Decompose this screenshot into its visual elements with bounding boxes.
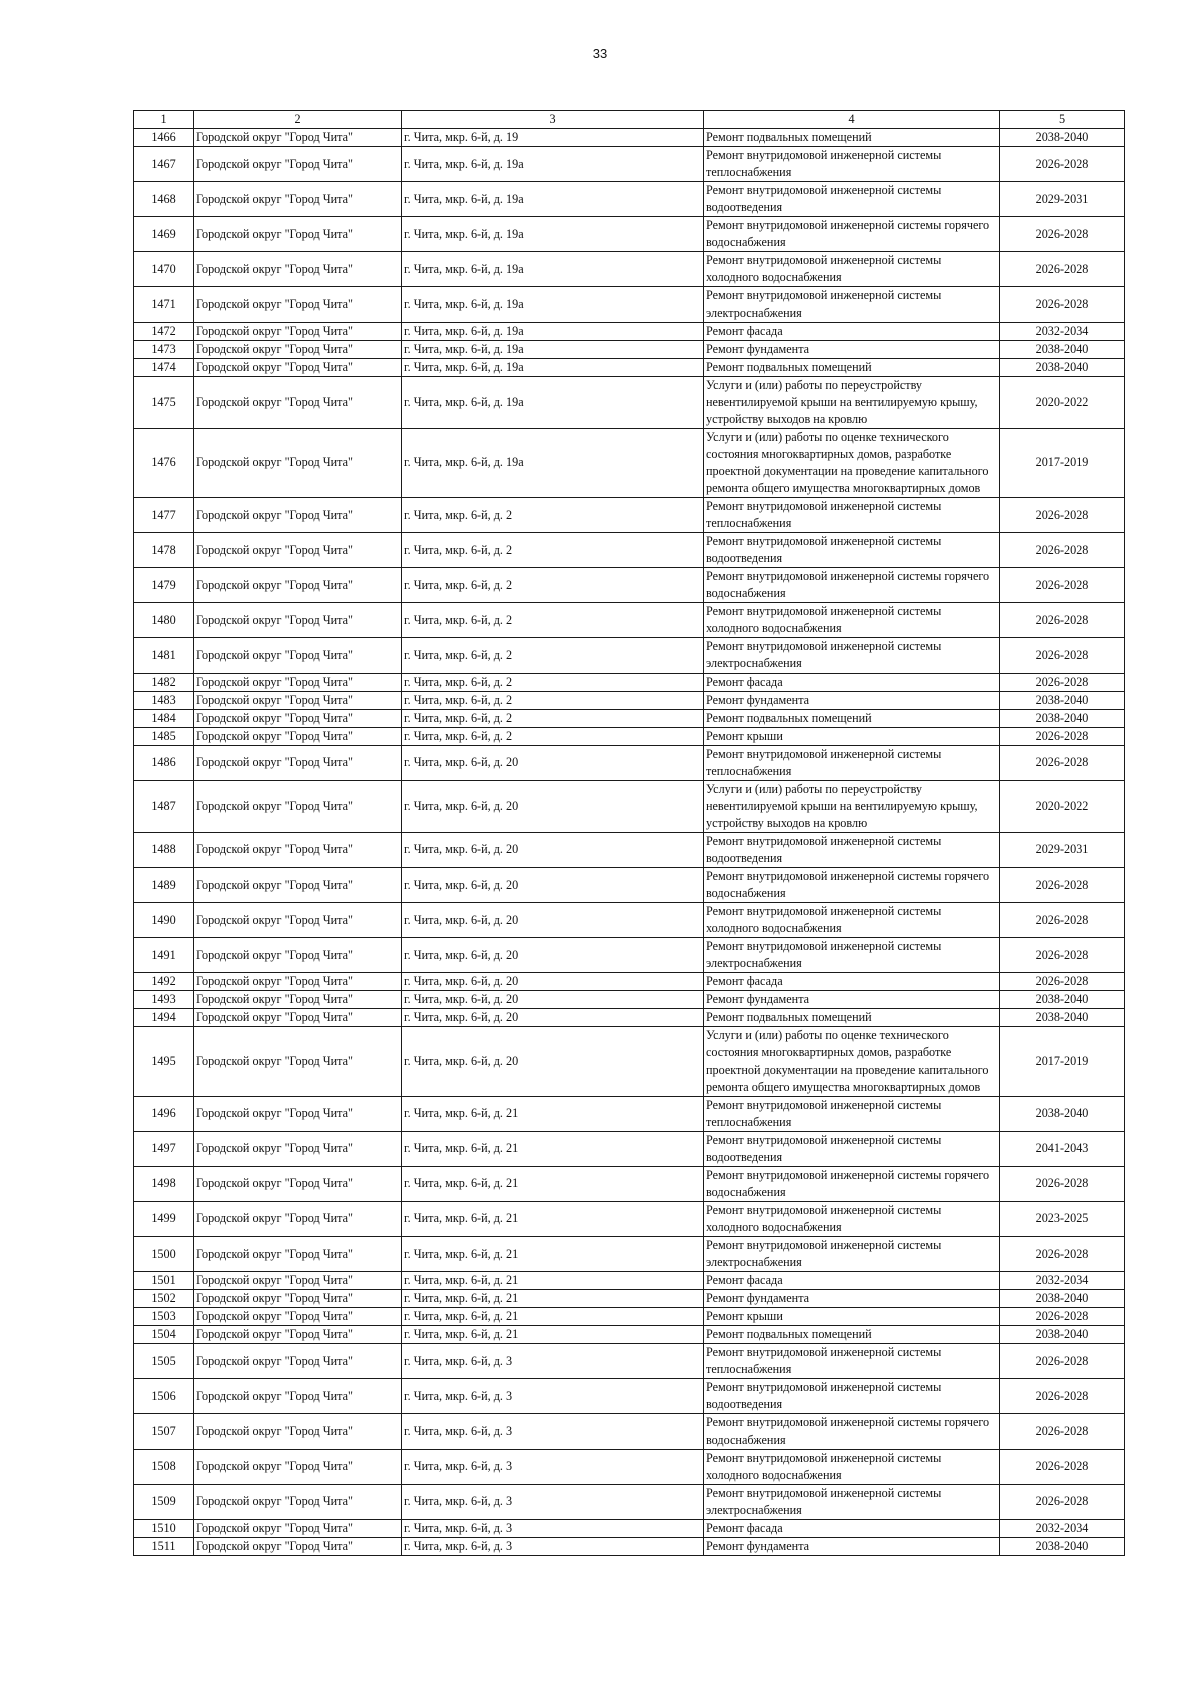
work-type-cell: Ремонт подвальных помещений [704, 1326, 1000, 1344]
owner-cell: Городской округ "Город Чита" [194, 868, 402, 903]
work-type-cell: Ремонт фасада [704, 322, 1000, 340]
owner-cell: Городской округ "Город Чита" [194, 287, 402, 322]
row-number: 1472 [134, 322, 194, 340]
table-body [134, 129, 1125, 1556]
row-number: 1509 [134, 1484, 194, 1519]
address-cell: г. Чита, мкр. 6-й, д. 19 [402, 129, 704, 147]
address-cell: г. Чита, мкр. 6-й, д. 3 [402, 1519, 704, 1537]
header-row [134, 111, 1125, 129]
owner-cell: Городской округ "Город Чита" [194, 938, 402, 973]
column-header-4: 4 [704, 111, 1000, 129]
owner-cell: Городской округ "Город Чита" [194, 568, 402, 603]
row-number: 1487 [134, 780, 194, 832]
owner-cell: Городской округ "Город Чита" [194, 1344, 402, 1379]
period-cell: 2032-2034 [1000, 1519, 1125, 1537]
table-header [134, 111, 1125, 129]
owner-cell: Городской округ "Город Чита" [194, 973, 402, 991]
owner-cell: Городской округ "Город Чита" [194, 991, 402, 1009]
owner-cell: Городской округ "Город Чита" [194, 673, 402, 691]
owner-cell: Городской округ "Город Чита" [194, 1519, 402, 1537]
owner-cell: Городской округ "Город Чита" [194, 252, 402, 287]
address-cell: г. Чита, мкр. 6-й, д. 19а [402, 358, 704, 376]
table-row [134, 376, 1125, 428]
period-cell: 2032-2034 [1000, 322, 1125, 340]
row-number: 1466 [134, 129, 194, 147]
table-row [134, 1290, 1125, 1308]
address-cell: г. Чита, мкр. 6-й, д. 20 [402, 1009, 704, 1027]
work-type-cell: Ремонт внутридомовой инженерной системы горячего водоснабжения [704, 568, 1000, 603]
table-row [134, 1272, 1125, 1290]
owner-cell: Городской округ "Город Чита" [194, 780, 402, 832]
period-cell: 2017-2019 [1000, 1027, 1125, 1096]
work-type-cell: Ремонт внутридомовой инженерной системы горячего водоснабжения [704, 1166, 1000, 1201]
row-number: 1508 [134, 1449, 194, 1484]
work-type-cell: Ремонт крыши [704, 727, 1000, 745]
owner-cell: Городской округ "Город Чита" [194, 428, 402, 497]
period-cell: 2038-2040 [1000, 129, 1125, 147]
owner-cell: Городской округ "Город Чита" [194, 533, 402, 568]
row-number: 1491 [134, 938, 194, 973]
work-type-cell: Ремонт внутридомовой инженерной системы холодного водоснабжения [704, 603, 1000, 638]
table-row [134, 938, 1125, 973]
address-cell: г. Чита, мкр. 6-й, д. 3 [402, 1344, 704, 1379]
address-cell: г. Чита, мкр. 6-й, д. 19а [402, 428, 704, 497]
work-type-cell: Ремонт внутридомовой инженерной системы водоотведения [704, 1379, 1000, 1414]
row-number: 1492 [134, 973, 194, 991]
address-cell: г. Чита, мкр. 6-й, д. 2 [402, 727, 704, 745]
address-cell: г. Чита, мкр. 6-й, д. 20 [402, 1027, 704, 1096]
work-type-cell: Ремонт внутридомовой инженерной системы теплоснабжения [704, 498, 1000, 533]
period-cell: 2026-2028 [1000, 1237, 1125, 1272]
table-row [134, 832, 1125, 867]
row-number: 1477 [134, 498, 194, 533]
work-type-cell: Ремонт внутридомовой инженерной системы электроснабжения [704, 1484, 1000, 1519]
table-row [134, 1027, 1125, 1096]
owner-cell: Городской округ "Город Чита" [194, 1009, 402, 1027]
address-cell: г. Чита, мкр. 6-й, д. 2 [402, 709, 704, 727]
table-row [134, 322, 1125, 340]
owner-cell: Городской округ "Город Чита" [194, 358, 402, 376]
address-cell: г. Чита, мкр. 6-й, д. 19а [402, 287, 704, 322]
row-number: 1473 [134, 340, 194, 358]
work-type-cell: Ремонт крыши [704, 1308, 1000, 1326]
row-number: 1497 [134, 1131, 194, 1166]
owner-cell: Городской округ "Город Чита" [194, 129, 402, 147]
address-cell: г. Чита, мкр. 6-й, д. 19а [402, 340, 704, 358]
table-row [134, 1537, 1125, 1555]
period-cell: 2038-2040 [1000, 709, 1125, 727]
owner-cell: Городской округ "Город Чита" [194, 498, 402, 533]
address-cell: г. Чита, мкр. 6-й, д. 3 [402, 1449, 704, 1484]
work-type-cell: Ремонт внутридомовой инженерной системы водоотведения [704, 533, 1000, 568]
table-row [134, 533, 1125, 568]
owner-cell: Городской округ "Город Чита" [194, 1166, 402, 1201]
row-number: 1482 [134, 673, 194, 691]
period-cell: 2032-2034 [1000, 1272, 1125, 1290]
table-row [134, 727, 1125, 745]
period-cell: 2029-2031 [1000, 832, 1125, 867]
period-cell: 2026-2028 [1000, 603, 1125, 638]
period-cell: 2038-2040 [1000, 1326, 1125, 1344]
work-type-cell: Услуги и (или) работы по переустройству невентилируемой крыши на вентилируемую крышу, устройству выходов на кровлю [704, 780, 1000, 832]
work-type-cell: Ремонт фундамента [704, 691, 1000, 709]
row-number: 1490 [134, 903, 194, 938]
owner-cell: Городской округ "Город Чита" [194, 1272, 402, 1290]
address-cell: г. Чита, мкр. 6-й, д. 19а [402, 322, 704, 340]
address-cell: г. Чита, мкр. 6-й, д. 21 [402, 1308, 704, 1326]
work-type-cell: Ремонт внутридомовой инженерной системы холодного водоснабжения [704, 252, 1000, 287]
period-cell: 2026-2028 [1000, 568, 1125, 603]
work-type-cell: Ремонт внутридомовой инженерной системы теплоснабжения [704, 745, 1000, 780]
row-number: 1479 [134, 568, 194, 603]
work-type-cell: Ремонт внутридомовой инженерной системы холодного водоснабжения [704, 1201, 1000, 1236]
period-cell: 2026-2028 [1000, 1449, 1125, 1484]
table-row [134, 745, 1125, 780]
table-row [134, 1131, 1125, 1166]
row-number: 1499 [134, 1201, 194, 1236]
row-number: 1493 [134, 991, 194, 1009]
period-cell: 2026-2028 [1000, 252, 1125, 287]
address-cell: г. Чита, мкр. 6-й, д. 2 [402, 568, 704, 603]
table-row [134, 638, 1125, 673]
owner-cell: Городской округ "Город Чита" [194, 1308, 402, 1326]
row-number: 1486 [134, 745, 194, 780]
table-row [134, 1237, 1125, 1272]
row-number: 1511 [134, 1537, 194, 1555]
address-cell: г. Чита, мкр. 6-й, д. 21 [402, 1201, 704, 1236]
column-header-1: 1 [134, 111, 194, 129]
owner-cell: Городской округ "Город Чита" [194, 903, 402, 938]
row-number: 1476 [134, 428, 194, 497]
work-type-cell: Ремонт внутридомовой инженерной системы теплоснабжения [704, 1096, 1000, 1131]
period-cell: 2026-2028 [1000, 287, 1125, 322]
row-number: 1494 [134, 1009, 194, 1027]
row-number: 1496 [134, 1096, 194, 1131]
row-number: 1467 [134, 147, 194, 182]
owner-cell: Городской округ "Город Чита" [194, 1484, 402, 1519]
column-header-2: 2 [194, 111, 402, 129]
row-number: 1483 [134, 691, 194, 709]
table-row [134, 1519, 1125, 1537]
table-row [134, 358, 1125, 376]
period-cell: 2026-2028 [1000, 217, 1125, 252]
row-number: 1471 [134, 287, 194, 322]
table-row [134, 217, 1125, 252]
period-cell: 2026-2028 [1000, 147, 1125, 182]
period-cell: 2017-2019 [1000, 428, 1125, 497]
period-cell: 2038-2040 [1000, 340, 1125, 358]
table-row [134, 498, 1125, 533]
table-row [134, 287, 1125, 322]
work-type-cell: Ремонт внутридомовой инженерной системы холодного водоснабжения [704, 1449, 1000, 1484]
owner-cell: Городской округ "Город Чита" [194, 1537, 402, 1555]
address-cell: г. Чита, мкр. 6-й, д. 21 [402, 1096, 704, 1131]
row-number: 1470 [134, 252, 194, 287]
work-type-cell: Ремонт подвальных помещений [704, 1009, 1000, 1027]
table-row [134, 1009, 1125, 1027]
row-number: 1489 [134, 868, 194, 903]
row-number: 1485 [134, 727, 194, 745]
row-number: 1478 [134, 533, 194, 568]
address-cell: г. Чита, мкр. 6-й, д. 19а [402, 252, 704, 287]
table-row [134, 1308, 1125, 1326]
owner-cell: Городской округ "Город Чита" [194, 1096, 402, 1131]
owner-cell: Городской округ "Город Чита" [194, 1414, 402, 1449]
work-type-cell: Ремонт фасада [704, 1519, 1000, 1537]
address-cell: г. Чита, мкр. 6-й, д. 21 [402, 1326, 704, 1344]
owner-cell: Городской округ "Город Чита" [194, 1379, 402, 1414]
period-cell: 2020-2022 [1000, 376, 1125, 428]
owner-cell: Городской округ "Город Чита" [194, 603, 402, 638]
owner-cell: Городской округ "Город Чита" [194, 638, 402, 673]
owner-cell: Городской округ "Город Чита" [194, 709, 402, 727]
period-cell: 2026-2028 [1000, 1414, 1125, 1449]
table-row [134, 252, 1125, 287]
table-row [134, 129, 1125, 147]
row-number: 1507 [134, 1414, 194, 1449]
address-cell: г. Чита, мкр. 6-й, д. 21 [402, 1290, 704, 1308]
period-cell: 2038-2040 [1000, 358, 1125, 376]
period-cell: 2023-2025 [1000, 1201, 1125, 1236]
period-cell: 2038-2040 [1000, 991, 1125, 1009]
table-row [134, 991, 1125, 1009]
period-cell: 2038-2040 [1000, 1290, 1125, 1308]
page-number: 33 [592, 46, 608, 61]
address-cell: г. Чита, мкр. 6-й, д. 20 [402, 938, 704, 973]
owner-cell: Городской округ "Город Чита" [194, 1326, 402, 1344]
period-cell: 2026-2028 [1000, 1308, 1125, 1326]
period-cell: 2038-2040 [1000, 1009, 1125, 1027]
period-cell: 2026-2028 [1000, 903, 1125, 938]
owner-cell: Городской округ "Город Чита" [194, 745, 402, 780]
work-type-cell: Ремонт внутридомовой инженерной системы теплоснабжения [704, 1344, 1000, 1379]
table-row [134, 1096, 1125, 1131]
work-type-cell: Ремонт внутридомовой инженерной системы электроснабжения [704, 938, 1000, 973]
work-type-cell: Ремонт внутридомовой инженерной системы горячего водоснабжения [704, 1414, 1000, 1449]
owner-cell: Городской округ "Город Чита" [194, 1027, 402, 1096]
table-row [134, 1201, 1125, 1236]
row-number: 1484 [134, 709, 194, 727]
owner-cell: Городской округ "Город Чита" [194, 340, 402, 358]
address-cell: г. Чита, мкр. 6-й, д. 20 [402, 991, 704, 1009]
period-cell: 2038-2040 [1000, 1537, 1125, 1555]
address-cell: г. Чита, мкр. 6-й, д. 3 [402, 1537, 704, 1555]
table-row [134, 1484, 1125, 1519]
work-type-cell: Ремонт внутридомовой инженерной системы водоотведения [704, 1131, 1000, 1166]
row-number: 1488 [134, 832, 194, 867]
owner-cell: Городской округ "Город Чита" [194, 376, 402, 428]
address-cell: г. Чита, мкр. 6-й, д. 20 [402, 745, 704, 780]
work-type-cell: Услуги и (или) работы по оценке технического состояния многоквартирных домов, разработке проектной документации на проведение капитального ремонта общего имущества многоквартирных домов [704, 1027, 1000, 1096]
period-cell: 2026-2028 [1000, 727, 1125, 745]
work-type-cell: Ремонт внутридомовой инженерной системы горячего водоснабжения [704, 217, 1000, 252]
owner-cell: Городской округ "Город Чита" [194, 1131, 402, 1166]
table-row [134, 340, 1125, 358]
table-row [134, 1414, 1125, 1449]
address-cell: г. Чита, мкр. 6-й, д. 19а [402, 376, 704, 428]
table-row [134, 603, 1125, 638]
table-row [134, 709, 1125, 727]
period-cell: 2026-2028 [1000, 745, 1125, 780]
table-row [134, 973, 1125, 991]
row-number: 1474 [134, 358, 194, 376]
work-type-cell: Ремонт внутридомовой инженерной системы холодного водоснабжения [704, 903, 1000, 938]
work-type-cell: Ремонт внутридомовой инженерной системы электроснабжения [704, 1237, 1000, 1272]
address-cell: г. Чита, мкр. 6-й, д. 3 [402, 1379, 704, 1414]
table-row [134, 428, 1125, 497]
table-row [134, 1379, 1125, 1414]
work-type-cell: Ремонт фундамента [704, 1537, 1000, 1555]
period-cell: 2038-2040 [1000, 691, 1125, 709]
work-type-cell: Ремонт фасада [704, 973, 1000, 991]
work-type-cell: Ремонт внутридомовой инженерной системы теплоснабжения [704, 147, 1000, 182]
table-row [134, 182, 1125, 217]
period-cell: 2026-2028 [1000, 533, 1125, 568]
address-cell: г. Чита, мкр. 6-й, д. 20 [402, 973, 704, 991]
owner-cell: Городской округ "Город Чита" [194, 832, 402, 867]
row-number: 1498 [134, 1166, 194, 1201]
address-cell: г. Чита, мкр. 6-й, д. 19а [402, 217, 704, 252]
work-type-cell: Ремонт подвальных помещений [704, 129, 1000, 147]
period-cell: 2041-2043 [1000, 1131, 1125, 1166]
address-cell: г. Чита, мкр. 6-й, д. 2 [402, 638, 704, 673]
work-type-cell: Ремонт внутридомовой инженерной системы водоотведения [704, 832, 1000, 867]
work-type-cell: Ремонт подвальных помещений [704, 709, 1000, 727]
work-type-cell: Услуги и (или) работы по переустройству невентилируемой крыши на вентилируемую крышу, устройству выходов на кровлю [704, 376, 1000, 428]
table-row [134, 1166, 1125, 1201]
address-cell: г. Чита, мкр. 6-й, д. 21 [402, 1272, 704, 1290]
row-number: 1468 [134, 182, 194, 217]
owner-cell: Городской округ "Город Чита" [194, 691, 402, 709]
period-cell: 2026-2028 [1000, 498, 1125, 533]
owner-cell: Городской округ "Город Чита" [194, 1290, 402, 1308]
row-number: 1504 [134, 1326, 194, 1344]
period-cell: 2026-2028 [1000, 938, 1125, 973]
work-type-cell: Ремонт фасада [704, 673, 1000, 691]
work-type-cell: Ремонт внутридомовой инженерной системы водоотведения [704, 182, 1000, 217]
address-cell: г. Чита, мкр. 6-й, д. 2 [402, 533, 704, 568]
table-row [134, 147, 1125, 182]
address-cell: г. Чита, мкр. 6-й, д. 3 [402, 1414, 704, 1449]
work-type-cell: Ремонт внутридомовой инженерной системы электроснабжения [704, 287, 1000, 322]
period-cell: 2020-2022 [1000, 780, 1125, 832]
row-number: 1501 [134, 1272, 194, 1290]
address-cell: г. Чита, мкр. 6-й, д. 20 [402, 832, 704, 867]
table-row [134, 1449, 1125, 1484]
table-row [134, 903, 1125, 938]
work-type-cell: Ремонт фасада [704, 1272, 1000, 1290]
period-cell: 2026-2028 [1000, 1166, 1125, 1201]
owner-cell: Городской округ "Город Чита" [194, 1237, 402, 1272]
row-number: 1506 [134, 1379, 194, 1414]
table-row [134, 868, 1125, 903]
address-cell: г. Чита, мкр. 6-й, д. 20 [402, 903, 704, 938]
address-cell: г. Чита, мкр. 6-й, д. 20 [402, 868, 704, 903]
owner-cell: Городской округ "Город Чита" [194, 727, 402, 745]
table-row [134, 780, 1125, 832]
address-cell: г. Чита, мкр. 6-й, д. 2 [402, 691, 704, 709]
address-cell: г. Чита, мкр. 6-й, д. 20 [402, 780, 704, 832]
column-header-3: 3 [402, 111, 704, 129]
row-number: 1469 [134, 217, 194, 252]
address-cell: г. Чита, мкр. 6-й, д. 3 [402, 1484, 704, 1519]
address-cell: г. Чита, мкр. 6-й, д. 19а [402, 182, 704, 217]
owner-cell: Городской округ "Город Чита" [194, 1449, 402, 1484]
work-type-cell: Ремонт фундамента [704, 991, 1000, 1009]
address-cell: г. Чита, мкр. 6-й, д. 19а [402, 147, 704, 182]
period-cell: 2026-2028 [1000, 1484, 1125, 1519]
owner-cell: Городской округ "Город Чита" [194, 182, 402, 217]
address-cell: г. Чита, мкр. 6-й, д. 21 [402, 1166, 704, 1201]
column-header-5: 5 [1000, 111, 1125, 129]
period-cell: 2026-2028 [1000, 638, 1125, 673]
row-number: 1503 [134, 1308, 194, 1326]
period-cell: 2029-2031 [1000, 182, 1125, 217]
row-number: 1505 [134, 1344, 194, 1379]
address-cell: г. Чита, мкр. 6-й, д. 2 [402, 673, 704, 691]
owner-cell: Городской округ "Город Чита" [194, 147, 402, 182]
table-row [134, 1326, 1125, 1344]
work-type-cell: Ремонт внутридомовой инженерной системы электроснабжения [704, 638, 1000, 673]
work-type-cell: Ремонт фундамента [704, 1290, 1000, 1308]
row-number: 1475 [134, 376, 194, 428]
table-row [134, 1344, 1125, 1379]
work-type-cell: Услуги и (или) работы по оценке технического состояния многоквартирных домов, разработке проектной документации на проведение капитального ремонта общего имущества многоквартирных домов [704, 428, 1000, 497]
row-number: 1495 [134, 1027, 194, 1096]
period-cell: 2038-2040 [1000, 1096, 1125, 1131]
row-number: 1481 [134, 638, 194, 673]
period-cell: 2026-2028 [1000, 673, 1125, 691]
period-cell: 2026-2028 [1000, 1344, 1125, 1379]
row-number: 1500 [134, 1237, 194, 1272]
owner-cell: Городской округ "Город Чита" [194, 1201, 402, 1236]
period-cell: 2026-2028 [1000, 973, 1125, 991]
table-row [134, 673, 1125, 691]
address-cell: г. Чита, мкр. 6-й, д. 21 [402, 1237, 704, 1272]
owner-cell: Городской округ "Город Чита" [194, 217, 402, 252]
table-row [134, 568, 1125, 603]
owner-cell: Городской округ "Город Чита" [194, 322, 402, 340]
row-number: 1510 [134, 1519, 194, 1537]
work-type-cell: Ремонт фундамента [704, 340, 1000, 358]
address-cell: г. Чита, мкр. 6-й, д. 21 [402, 1131, 704, 1166]
row-number: 1502 [134, 1290, 194, 1308]
row-number: 1480 [134, 603, 194, 638]
address-cell: г. Чита, мкр. 6-й, д. 2 [402, 603, 704, 638]
work-type-cell: Ремонт внутридомовой инженерной системы горячего водоснабжения [704, 868, 1000, 903]
period-cell: 2026-2028 [1000, 1379, 1125, 1414]
address-cell: г. Чита, мкр. 6-й, д. 2 [402, 498, 704, 533]
repair-schedule-table [133, 110, 1125, 1556]
table-row [134, 691, 1125, 709]
work-type-cell: Ремонт подвальных помещений [704, 358, 1000, 376]
period-cell: 2026-2028 [1000, 868, 1125, 903]
